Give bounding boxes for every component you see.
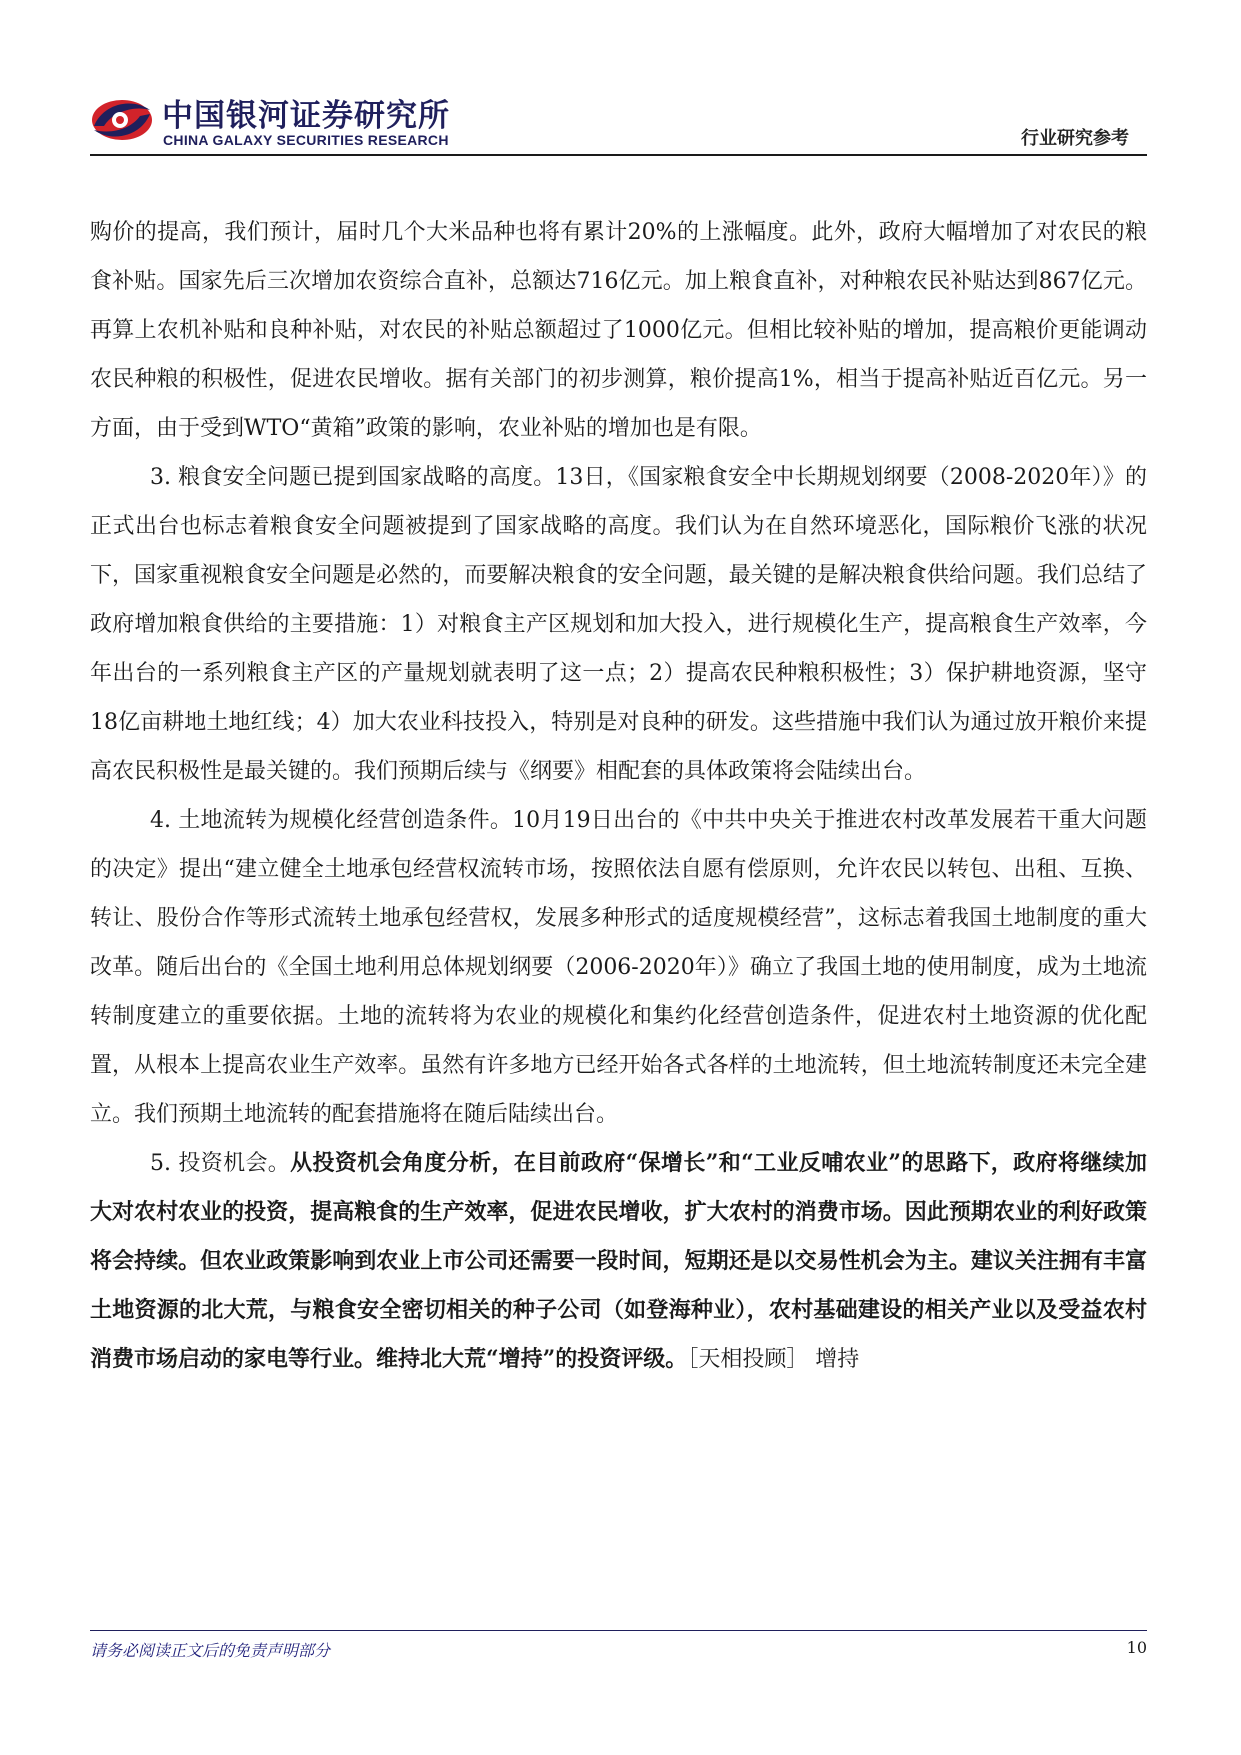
disclaimer-notice: 请务必阅读正文后的免责声明部分	[90, 1641, 331, 1660]
footer-divider	[90, 1630, 1147, 1631]
investment-conclusion: 从投资机会角度分析，在目前政府“保增长”和“工业反哺农业”的思路下，政府将继续加大对农村农业的投资，提高粮食的生产效率，促进农民增收，扩大农村的消费市场。因此预期农业的利好政策将会持续。但农业政策影响到农业上市公司还需要一段时间，短期还是以交易性机会为主。建议关注拥有丰富土地资源的北大荒，与粮食安全密切相关的种子公司（如登海种业），农村基础建设的相关产业以及受益农村消费市场启动的家电等行业。维持北大荒“增持”的投资评级。	[90, 1150, 1147, 1372]
report-body	[90, 208, 1147, 1384]
rating-source: ［天相投顾］ 增持	[687, 1347, 860, 1372]
header-divider	[90, 154, 1147, 156]
paragraph-subsidy: 购价的提高，我们预计，届时几个大米品种也将有累计20%的上涨幅度。此外，政府大幅增加了对农民的粮食补贴。国家先后三次增加农资综合直补，总额达716亿元。加上粮食直补，对种粮农民补贴达到867亿元。再算上农机补贴和良种补贴，对农民的补贴总额超过了1000亿元。但相比较补贴的增加，提高粮价更能调动农民种粮的积极性，促进农民增收。据有关部门的初步测算，粮价提高1%，相当于提高补贴近百亿元。另一方面，由于受到WTO“黄箱”政策的影响，农业补贴的增加也是有限。	[90, 220, 1147, 441]
paragraph-investment	[90, 1139, 1147, 1384]
report-type-label: 行业研究参考	[1021, 128, 1129, 149]
logo-english-name: CHINA GALAXY SECURITIES RESEARCH	[163, 132, 449, 148]
page-number: 10	[1126, 1638, 1147, 1657]
paragraph-land-transfer: 4. 土地流转为规模化经营创造条件。10月19日出台的《中共中央关于推进农村改革发展若干重大问题的决定》提出“建立健全土地承包经营权流转市场，按照依法自愿有偿原则，允许农民以转包、出租、互换、转让、股份合作等形式流转土地承包经营权，发展多种形式的适度规模经营”，这标志着我国土地制度的重大改革。随后出台的《全国土地利用总体规划纲要（2006-2020年）》确立了我国土地的使用制度，成为土地流转制度建立的重要依据。土地的流转将为农业的规模化和集约化经营创造条件，促进农村土地资源的优化配置，从根本上提高农业生产效率。虽然有许多地方已经开始各式各样的土地流转，但土地流转制度还未完全建立。我们预期土地流转的配套措施将在随后陆续出台。	[90, 808, 1147, 1127]
page-header	[90, 88, 1147, 158]
investment-heading: 5. 投资机会。	[150, 1151, 291, 1176]
logo-chinese-name: 中国银河证券研究所	[162, 98, 450, 134]
paragraph-food-security: 3. 粮食安全问题已提到国家战略的高度。13日，《国家粮食安全中长期规划纲要（2008-2020年）》的正式出台也标志着粮食安全问题被提到了国家战略的高度。我们认为在自然环境恶化，国际粮价飞涨的状况下，国家重视粮食安全问题是必然的，而要解决粮食的安全问题，最关键的是解决粮食供给问题。我们总结了政府增加粮食供给的主要措施：1）对粮食主产区规划和加大投入，进行规模化生产，提高粮食生产效率，今年出台的一系列粮食主产区的产量规划就表明了这一点；2）提高农民种粮积极性；3）保护耕地资源，坚守18亿亩耕地土地红线；4）加大农业科技投入，特别是对良种的研发。这些措施中我们认为通过放开粮价来提高农民积极性是最关键的。我们预期后续与《纲要》相配套的具体政策将会陆续出台。	[90, 465, 1147, 784]
galaxy-swirl-logo-icon	[90, 92, 154, 148]
